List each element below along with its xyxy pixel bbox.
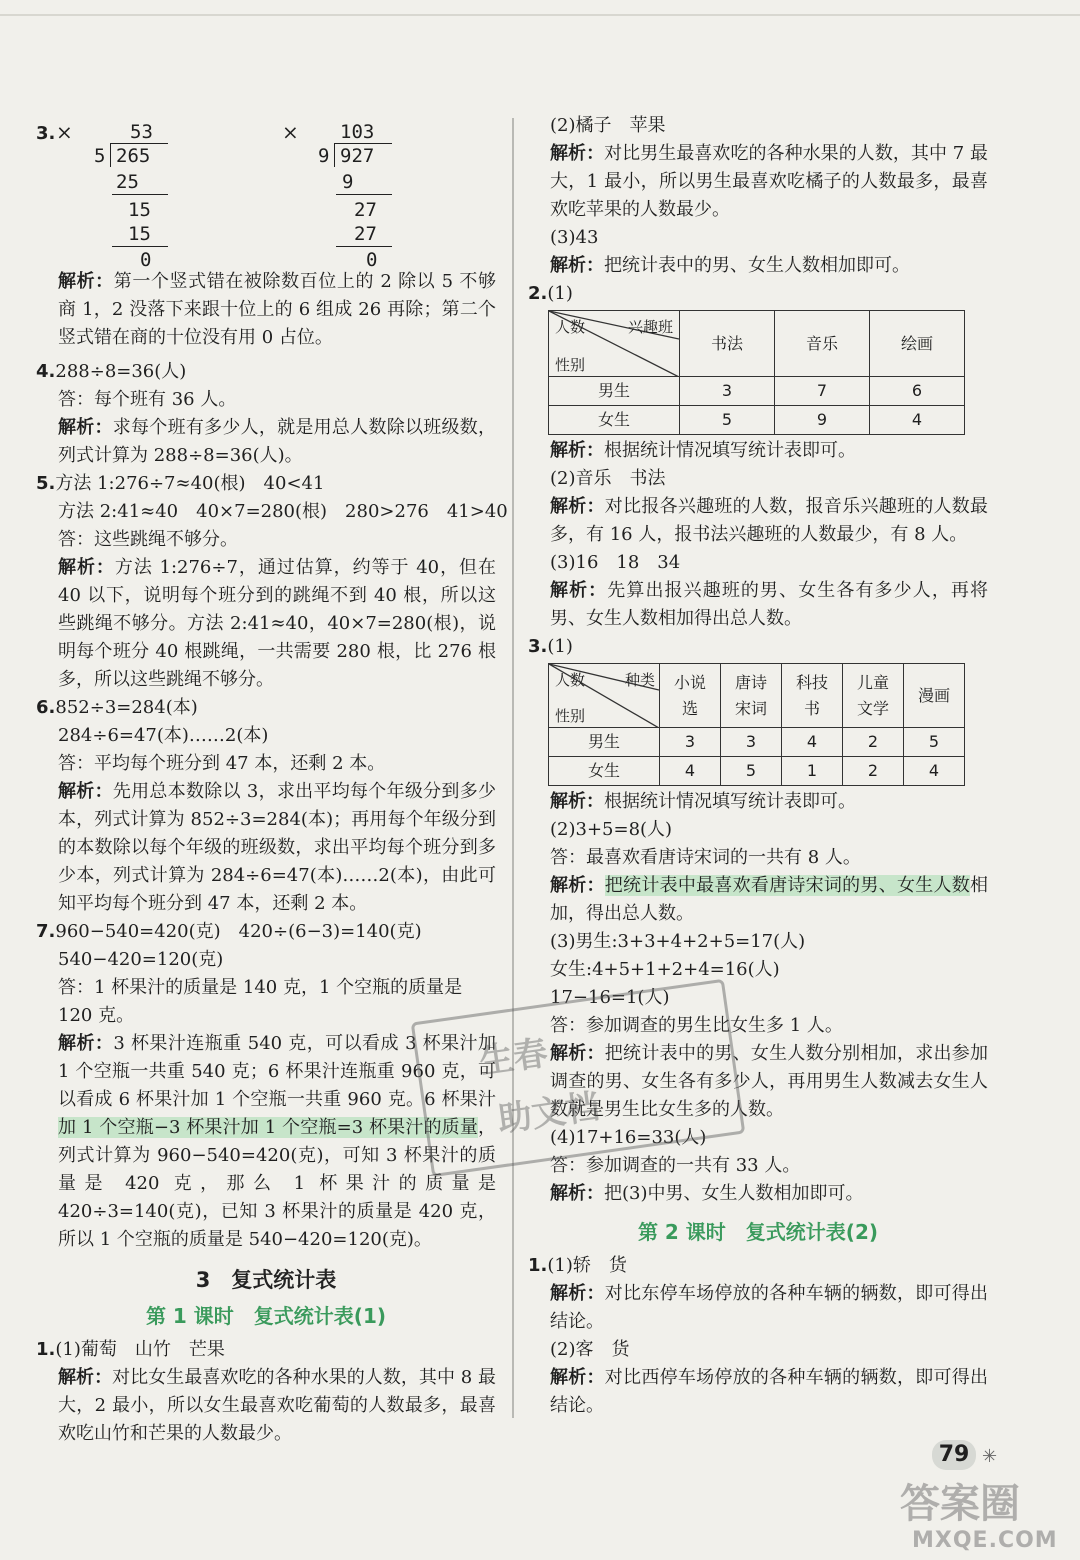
star-icon: ✳: [982, 1446, 998, 1467]
div2-remainder: 0: [366, 249, 378, 271]
q3r-part: (1): [547, 636, 573, 657]
q3-label: 3.: [36, 123, 56, 144]
explain-text: 求每个班有多少人，就是用总人数除以班级数，列式计算为 288÷8=36(人)。: [58, 417, 497, 466]
explain-text: 把统计表中的男、女生人数相加即可。: [604, 255, 910, 276]
explain-text: 相加，得出总人数。: [550, 875, 989, 924]
lesson2-question-1: [528, 1252, 988, 1420]
header-line: 唐诗: [734, 672, 767, 692]
explain-text: 第一个竖式错在被除数百位上的 2 除以 5 不够商 1，2 没落下来跟十位上的 6 组成 26 再除；第二个竖式错在商的十位没有用 0 占位。: [58, 271, 496, 348]
column-divider: [512, 118, 514, 1418]
explain-label: 解析：: [550, 1043, 605, 1064]
table-cell: 7: [775, 377, 870, 406]
header-line: 宋词: [734, 698, 767, 718]
part-2-line: (2)橘子 苹果: [550, 115, 666, 136]
explain-text: 把统计表中的男、女生人数分别相加，求出参加调查的男、女生各有多少人，再用男生人数减去女生人数就是男生比女生多的人数。: [550, 1043, 989, 1120]
corner-label: 人数: [555, 318, 586, 336]
lesson-1-title: 第 1 课时 复式统计表(1): [145, 1304, 387, 1328]
table-cell: 6: [870, 377, 965, 406]
div2-dividend: 927: [340, 145, 375, 167]
q3r-answer: 答：参加调查的男生比女生多 1 人。: [550, 1015, 843, 1036]
l1q1-label: 1.: [36, 1339, 56, 1360]
stamp-text: 助文档: [495, 1086, 602, 1141]
row-label: 男生: [549, 377, 680, 406]
explain-label: 解析：: [550, 1183, 604, 1204]
explain-label: 解析：: [550, 875, 605, 896]
explain-label: 解析：: [550, 580, 608, 601]
q4-answer: 答：每个班有 36 人。: [58, 389, 237, 410]
q7-answer: 答：1 杯果汁的质量是 140 克，1 个空瓶的质量是 120 克。: [58, 977, 463, 1026]
table-header: [904, 664, 965, 728]
explain-text: ，列式计算为 960−540=420(克)，可知 3 杯果汁的质量是 420 克，那么 1 杯果汁的质量是 420÷3=140(克)，已知 3 杯果汁的质量是 420 克，所以 1 个空瓶的质量是 540−420=120(克)。: [58, 1117, 496, 1250]
explain-text: 3 杯果汁连瓶重 540 克，可以看成 3 杯果汁加 1 个空瓶一共重 540 克；6 杯果汁连瓶重 960 克，可以看成 6 杯果汁加 1 个空瓶一共重 960 克。6 杯果汁: [58, 1033, 496, 1110]
explain-text: 对比东停车场停放的各种车辆的辆数，即可得出结论。: [550, 1283, 989, 1332]
table-cell: 1: [782, 757, 843, 786]
explain-label: 解析：: [550, 440, 604, 461]
table-header: 音乐: [775, 311, 870, 377]
corner-label: 性别: [555, 707, 586, 725]
table-header: [843, 664, 904, 728]
table-cell: 2: [843, 757, 904, 786]
explain-text: 对比男生最喜欢吃的各种水果的人数，其中 7 最大，1 最小，所以男生最喜欢吃橘子的人数最多，最喜欢吃苹果的人数最少。: [550, 143, 988, 220]
table-cell: 5: [904, 728, 965, 757]
header-line: 书: [803, 698, 820, 718]
q3r-part: (3)男生:3+3+4+2+5=17(人): [550, 931, 806, 952]
explain-label: 解析：: [550, 496, 605, 517]
highlighted-text: 加 1 个空瓶−3 杯果汁加 1 个空瓶=3 杯果汁的质量: [58, 1117, 478, 1138]
table-cell: 5: [721, 757, 782, 786]
explain-text: 对比报各兴趣班的人数，报音乐兴趣班的人数最多，有 16 人，报书法兴趣班的人数最少，有 8 人。: [550, 496, 989, 545]
table-cell: 3: [660, 728, 721, 757]
stamp-text: 生春: [477, 1033, 551, 1083]
l2q1-part: (1)轿 货: [547, 1255, 627, 1276]
explain-text: 方法 1:276÷7，通过估算，约等于 40，但在 40 以下，说明每个班分到的跳绳不到 40 根，所以这些跳绳不够分。方法 2:41≈40，40×7=280(根)，说明每个班分 40 根跳绳，一共需要 280 根，比 276 根多，所以这些跳绳不够分。: [58, 557, 496, 690]
explain-label: 解析：: [58, 781, 113, 802]
q4-label: 4.: [36, 361, 56, 382]
long-division-2: [318, 116, 438, 271]
part-3-line: (3)43: [550, 227, 599, 248]
q3r-part: 17−16=1(人): [550, 987, 670, 1008]
lesson-2-title: 第 2 课时 复式统计表(2): [637, 1220, 879, 1244]
explain-label: 解析：: [550, 255, 604, 276]
explain-label: 解析：: [58, 1367, 113, 1388]
header-line: 科技: [795, 672, 828, 692]
q6-label: 6.: [36, 697, 56, 718]
lesson1-question-1: [36, 1336, 496, 1448]
header-line: 儿童: [856, 672, 889, 692]
table-header: [782, 664, 843, 728]
row-label: 女生: [549, 406, 680, 435]
explain-label: 解析：: [58, 417, 113, 438]
table-cell: 3: [680, 377, 775, 406]
q6-line: 284÷6=47(本)……2(本): [58, 725, 269, 746]
highlighted-text: 把统计表中最喜欢看唐诗宋词的男、女生人数: [604, 875, 971, 896]
table-cell: 5: [680, 406, 775, 435]
corner-label: 种类: [624, 671, 655, 689]
div2-divisor: 9: [318, 145, 330, 167]
explain-label: 解析：: [58, 557, 115, 578]
table-header: 绘画: [870, 311, 965, 377]
table-header: [660, 664, 721, 728]
corner-label: 兴趣班: [627, 318, 673, 336]
header-line: 小说: [673, 672, 706, 692]
q2-part: (1): [547, 283, 573, 304]
header-line: 漫画: [917, 685, 950, 705]
table-cell: 4: [904, 757, 965, 786]
table-corner-cell: [549, 311, 680, 377]
header-line: 文学: [856, 698, 889, 718]
corner-label: 人数: [555, 671, 586, 689]
watermark-text: 答案圈: [900, 1481, 1020, 1527]
q3-explanation: [36, 268, 496, 352]
explain-text: 对比西停车场停放的各种车辆的辆数，即可得出结论。: [550, 1367, 989, 1416]
left-column: [36, 116, 508, 1448]
q5-label: 5.: [36, 473, 56, 494]
div1-dividend: 265: [116, 145, 151, 167]
explain-text: 先算出报兴趣班的男、女生各有多少人，再将男、女生人数相加得出总人数。: [550, 580, 989, 629]
q5-line: 方法 2:41≈40 40×7=280(根) 280>276 41>40: [58, 501, 508, 522]
reading-preference-table: [548, 663, 965, 786]
page-number: 79: [932, 1440, 976, 1470]
q7-line: 960−540=420(克) 420÷(6−3)=140(克): [55, 921, 422, 942]
question-5: [36, 470, 508, 694]
q2-part: (3)16 18 34: [550, 552, 681, 573]
interest-class-table: [548, 310, 965, 435]
q3r-part: 女生:4+5+1+2+4=16(人): [550, 959, 780, 980]
q6-answer: 答：平均每个班分到 47 本，还剩 2 本。: [58, 753, 386, 774]
q2-part: (2)音乐 书法: [550, 468, 666, 489]
q2-label: 2.: [528, 283, 548, 304]
wrong-mark: ×: [56, 120, 73, 144]
question-3: [36, 116, 496, 271]
q3r-answer: 答：最喜欢看唐诗宋词的一共有 8 人。: [550, 847, 861, 868]
div1-quotient: 53: [130, 121, 153, 143]
q6-line: 852÷3=284(本): [55, 697, 198, 718]
long-division-1: [94, 116, 214, 271]
table-cell: 9: [775, 406, 870, 435]
explain-label: 解析：: [58, 271, 114, 292]
explain-label: 解析：: [58, 1033, 114, 1054]
table-cell: 4: [782, 728, 843, 757]
table-header: [721, 664, 782, 728]
l1q1-line: (1)葡萄 山竹 芒果: [55, 1339, 225, 1360]
table-corner-cell: [549, 664, 660, 728]
explain-text: 把(3)中男、女生人数相加即可。: [604, 1183, 864, 1204]
explain-label: 解析：: [550, 1283, 605, 1304]
question-4: [36, 358, 496, 470]
q7-line: 540−420=120(克): [58, 949, 224, 970]
header-line: 选: [681, 698, 698, 718]
question-6: [36, 694, 496, 918]
div2-quotient: 103: [340, 121, 375, 143]
row-label: 女生: [549, 757, 660, 786]
table-cell: 2: [843, 728, 904, 757]
q5-answer: 答：这些跳绳不够分。: [58, 529, 238, 550]
div1-step: 25: [116, 171, 139, 193]
table-cell: 4: [660, 757, 721, 786]
q4-line: 288÷8=36(人): [55, 361, 187, 382]
q3r-label: 3.: [528, 636, 548, 657]
div1-step: 15: [128, 223, 151, 245]
watermark-url: MXQE.COM: [912, 1528, 1058, 1553]
q3r-part: (2)3+5=8(人): [550, 819, 673, 840]
div2-step: 9: [342, 171, 354, 193]
explain-label: 解析：: [550, 1367, 605, 1388]
explain-text: 根据统计情况填写统计表即可。: [604, 440, 856, 461]
div2-step: 27: [354, 223, 377, 245]
div1-divisor: 5: [94, 145, 106, 167]
top-edge-line: [0, 14, 1080, 16]
q3r-part: (4)17+16=33(人): [550, 1127, 707, 1148]
explain-label: 解析：: [550, 791, 604, 812]
q5-line: 方法 1:276÷7≈40(根) 40<41: [55, 473, 325, 494]
row-label: 男生: [549, 728, 660, 757]
l2q1-label: 1.: [528, 1255, 548, 1276]
explain-text: 根据统计情况填写统计表即可。: [604, 791, 856, 812]
right-column: [528, 112, 988, 1420]
div1-remainder: 0: [140, 249, 152, 271]
explain-label: 解析：: [550, 143, 605, 164]
q3r-answer: 答：参加调查的一共有 33 人。: [550, 1155, 801, 1176]
l2q1-part: (2)客 货: [550, 1339, 630, 1360]
explain-text: 对比女生最喜欢吃的各种水果的人数，其中 8 最大，2 最小，所以女生最喜欢吃葡萄的人数最多，最喜欢吃山竹和芒果的人数最少。: [58, 1367, 496, 1444]
section-title: 3 复式统计表: [195, 1268, 337, 1292]
div1-step: 15: [128, 199, 151, 221]
watermark-logo: [900, 1472, 1058, 1553]
table-cell: 3: [721, 728, 782, 757]
table-cell: 4: [870, 406, 965, 435]
corner-label: 性别: [555, 356, 586, 374]
explain-text: 先用总本数除以 3，求出平均每个年级分到多少本，列式计算为 852÷3=284(本)；再用每个年级分到的本数除以每个年级的班级数，求出平均每个班分到多少本，列式计算为 284÷6=47(本)……2(本)，由此可知平均每个班分到 47 本，还剩 2 本。: [58, 781, 497, 914]
question-2: [528, 280, 988, 633]
wrong-mark: ×: [282, 120, 299, 144]
table-header: 书法: [680, 311, 775, 377]
q7-label: 7.: [36, 921, 56, 942]
div2-step: 27: [354, 199, 377, 221]
